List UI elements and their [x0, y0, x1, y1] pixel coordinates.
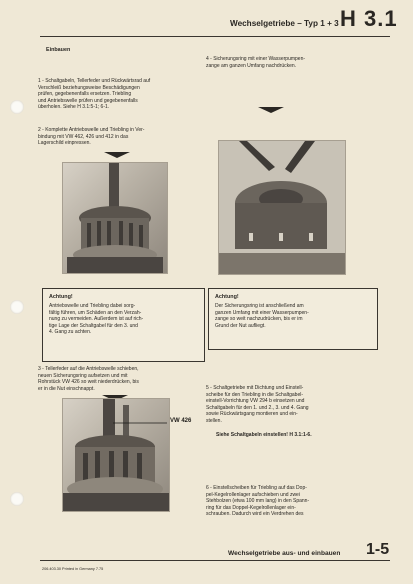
caution-box-left [42, 288, 205, 362]
photo-water-pump-pliers [218, 140, 346, 275]
page-header-title: Wechselgetriebe – Typ 1 + 3 [230, 19, 339, 28]
arrow-down-icon [104, 152, 130, 158]
caution-title: Achtung! [49, 294, 73, 300]
caution-title: Achtung! [215, 294, 239, 300]
photo-press-drive-shaft [62, 162, 168, 274]
gearbox-photo-image [63, 163, 167, 273]
page-header-code: H 3.1 [340, 6, 398, 31]
photo-circlip-tool [62, 398, 170, 512]
print-note: 206.403.30 Printed in Germany 7.75 [42, 567, 104, 571]
page-number: 1-5 [366, 541, 390, 558]
footer-title: Wechselgetriebe aus- und einbauen [228, 550, 341, 557]
caution-text: Antriebswelle und Triebling dabei sorg- fältig führen, um Schäden an den Verzah- nung zu vermeiden. Außerdem ist auf rich- tige Lage der Schaltgabel für den 3. und 4. Gang zu achten. [49, 303, 144, 336]
step-6-text: 6 - Einstellscheiben für Triebling auf das Dop- pel-Kegelrollenlager aufschieben und zwei Stehbolzen (etwa 100 mm lang) in den Spann- ring für das Doppel-Kegelrollenlager ein- schrauben. Dadurch wird ein Verdrehen des [206, 485, 310, 518]
step-5-note: Siehe Schaltgabeln einstellen! H 3.1:1-6. [216, 432, 312, 438]
pliers-photo-image [219, 141, 345, 274]
arrow-down-icon [258, 107, 284, 113]
caution-text: Der Sicherungsring ist anschließend am ganzen Umfang mit einer Wasserpumpen- zange so weit nachzudrücken, bis er im Grund der Nut aufliegt. [215, 303, 309, 329]
binder-hole [10, 492, 24, 506]
binder-hole [10, 100, 24, 114]
section-heading: Einbauen [46, 47, 71, 53]
step-3-text: 3 - Tellerfeder auf die Antriebswelle schieben, neuen Sicherungsring aufsetzen und mit Rohrstück VW 426 so weit niederdrücken, bis er in die Nut einschnappt. [38, 366, 139, 392]
step-5-text: 5 - Schaltgetriebe mit Dichtung und Einstell- scheibe für den Triebling in die Schaltgabel- einstell-Vorrichtung VW 294 b einsetzen und Schaltgabeln für den 1. und 2., 3. und 4. Gang sowie Rückwärtsgang montieren und ein- stellen. [206, 385, 309, 424]
tool-label-vw426: VW 426 [170, 418, 192, 424]
step-1-text: 1 - Schaltgabeln, Tellerfeder und Rückwärtsrad auf Verschleiß beziehungsweise Beschädigungen prüfen, gegebenenfalls ersetzen. Triebling und Antriebswelle prüfen und gegebenenfalls überholen. Siehe H 3.1:5-1; 6-1. [38, 78, 151, 111]
header-rule [40, 36, 390, 37]
circlip-photo-image [63, 399, 169, 511]
step-2-text: 2 - Komplette Antriebswelle und Triebling in Ver- bindung mit VW 462, 426 und 412 in das Lagerschild einpressen. [38, 127, 145, 147]
step-4-text: 4 - Sicherungsring mit einer Wasserpumpen- zange am ganzen Umfang nachdrücken. [206, 56, 306, 69]
footer-rule [40, 560, 390, 561]
caution-box-right [208, 288, 378, 350]
binder-hole [10, 300, 24, 314]
